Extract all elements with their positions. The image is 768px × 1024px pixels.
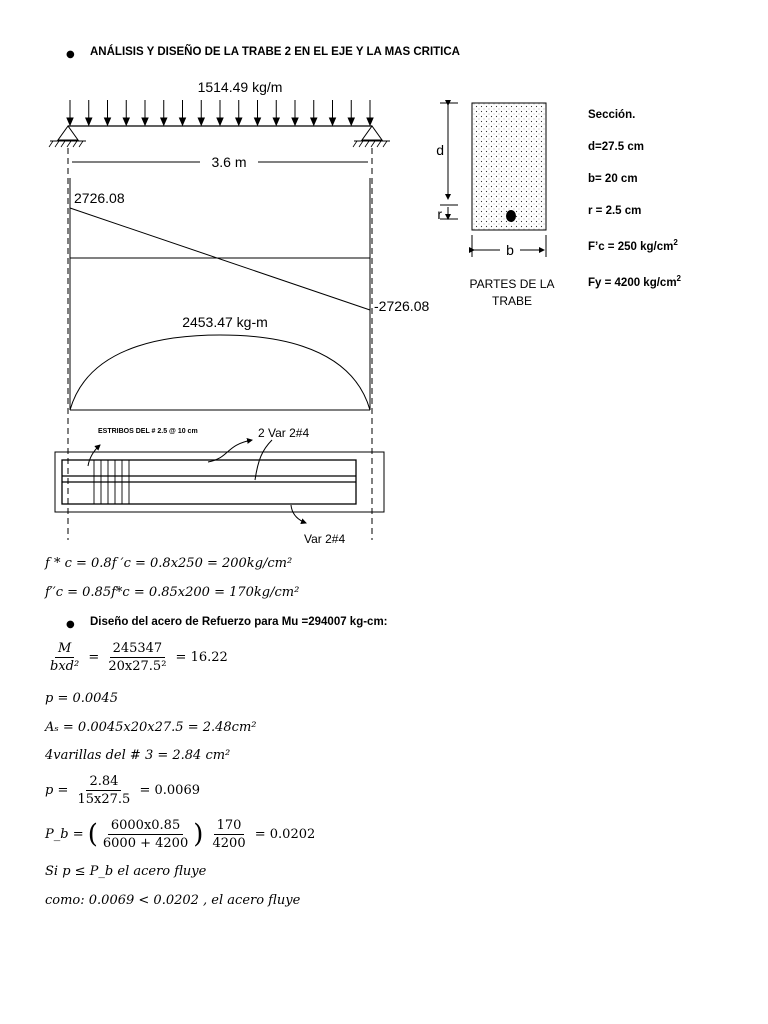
eq-m-bd2: $\frac{M}{\text{bxd²}}$ = $\frac{245347}{\text{20x27.5²}}$ = 16.22 — [50, 641, 228, 674]
prop-d: d=27.5 cm — [588, 141, 644, 153]
section-properties — [588, 99, 681, 299]
prop-b: b= 20 cm — [588, 173, 638, 185]
load-label: 1514.49 kg/m — [197, 79, 283, 95]
eq-fstar-c: f * c = 0.8f ′c = 0.8x250 = 200kg/cm² — [45, 556, 293, 571]
bullet-dot: ● — [66, 49, 75, 60]
support-right — [353, 126, 390, 147]
prop-r: r = 2.5 cm — [588, 205, 642, 217]
eq-conclusion: como: 0.0069 < 0.0202 , el acero fluye — [45, 893, 301, 908]
eq-as: Aₛ = 0.0045x20x27.5 = 2.48cm² — [45, 720, 257, 735]
stirrup-label: ESTRIBOS DEL # 2.5 @ 10 cm — [98, 428, 198, 435]
design-heading: Diseño del acero de Refuerzo para Mu =294007 kg-cm: — [90, 616, 388, 628]
span-label: 3.6 m — [211, 154, 247, 170]
bullet-dot-2: ● — [66, 619, 75, 630]
b-label: b — [506, 242, 514, 258]
eq-varillas: 4varillas del # 3 = 2.84 cm² — [45, 748, 231, 763]
eq-p: p = 0.0045 — [45, 691, 118, 706]
eq-fdoubleprime-c: f′′c = 0.85f*c = 0.85x200 = 170kg/cm² — [45, 585, 300, 600]
shear-negative-label: -2726.08 — [374, 298, 430, 314]
shear-line — [70, 208, 370, 310]
eq-pb: P_b = ( $\frac{6000x0.85}{6000 + 4200}$ ) $\frac{170}{4200}$ = 0.0202 — [45, 818, 316, 851]
rebar-dot — [506, 210, 516, 222]
support-left — [49, 126, 86, 147]
eq-condition: Si p ≤ P_b el acero fluye — [45, 864, 207, 879]
moment-label: 2453.47 kg-m — [182, 314, 268, 330]
section-heading: ANÁLISIS Y DISEÑO DE LA TRABE 2 EN EL EJE Y LA MAS CRITICA — [90, 46, 460, 58]
top-bar-label: 2 Var 2#4 — [258, 426, 310, 440]
d-label: d — [436, 142, 444, 158]
prop-fy: Fy = 4200 $kg/cm^2$ — [588, 273, 681, 289]
shear-positive-label: 2726.08 — [74, 190, 125, 206]
moment-curve — [70, 335, 370, 410]
section-caption-1: PARTES DE LA — [469, 277, 555, 291]
load-arrows — [67, 100, 373, 125]
bottom-bar-label: Var 2#4 — [304, 532, 346, 546]
section-caption-2: TRABE — [491, 294, 533, 308]
r-label: r — [437, 206, 442, 222]
eq-p-check: p = $\frac{2.84}{15x27.5}$ = 0.0069 — [45, 774, 200, 807]
prop-title: Sección. — [588, 109, 636, 121]
prop-fc: F’c = 250 $kg/cm^2$ — [588, 238, 678, 253]
